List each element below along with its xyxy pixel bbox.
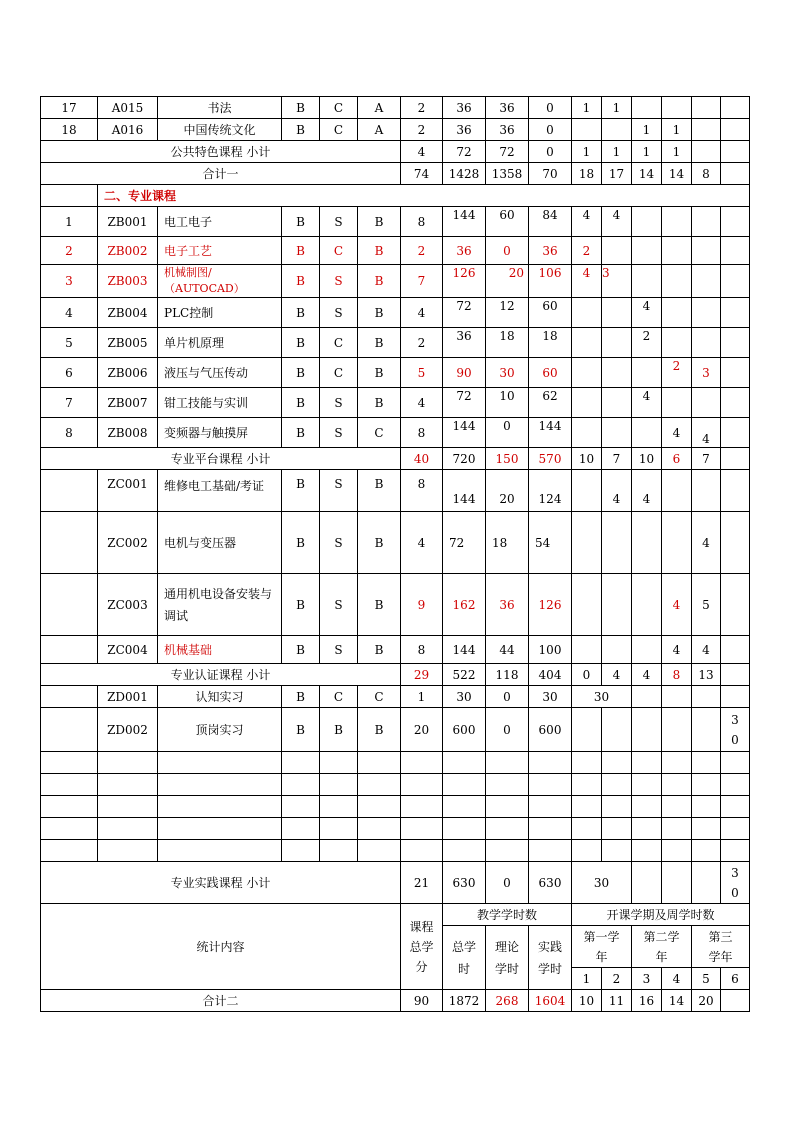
total-hours: 90 [443, 358, 486, 388]
credit: 7 [401, 265, 443, 298]
credit-header: 课程 总学 分 [401, 904, 443, 990]
table-row [41, 237, 750, 265]
course-type: B [282, 237, 320, 265]
table-row [41, 686, 750, 708]
semester-2: 30 [572, 862, 632, 904]
row-number: 17 [41, 97, 98, 119]
table-row [41, 708, 750, 752]
table-row [41, 418, 750, 448]
total-row [41, 990, 750, 1012]
semester-5: 4 [692, 512, 721, 574]
practice-hours: 60 [529, 298, 572, 328]
course-nature: C [320, 97, 358, 119]
course-name: 液压与气压传动 [158, 358, 282, 388]
course-type: B [282, 636, 320, 664]
year-1-header: 第一学 年 [572, 926, 632, 968]
semester-5: 3 [692, 358, 721, 388]
semester-2: 4 [602, 470, 632, 512]
course-nature: S [320, 418, 358, 448]
practice-hours: 126 [529, 574, 572, 636]
semester-2: 3 [602, 265, 632, 298]
table-row [41, 119, 750, 141]
course-category: B [358, 265, 401, 298]
theory-hours: 60 [486, 207, 529, 237]
course-code: ZC003 [98, 574, 158, 636]
semester-6 [721, 990, 750, 1012]
semester-number: 3 [632, 968, 662, 990]
credit: 1 [401, 686, 443, 708]
course-nature: C [320, 686, 358, 708]
course-type: B [282, 470, 320, 512]
credit: 8 [401, 207, 443, 237]
total-hours: 36 [443, 97, 486, 119]
total-label: 合计二 [41, 990, 401, 1012]
practice-hours: 100 [529, 636, 572, 664]
theory-hours: 18 [486, 512, 529, 574]
course-name: 顶岗实习 [158, 708, 282, 752]
practice-hours: 1604 [529, 990, 572, 1012]
credit: 8 [401, 470, 443, 512]
table-row [41, 207, 750, 237]
practice-hours: 144 [529, 418, 572, 448]
semester-number: 4 [662, 968, 692, 990]
subtotal-label: 公共特色课程 小计 [41, 141, 401, 163]
practice-hours: 404 [529, 664, 572, 686]
semester-1: 2 [572, 237, 602, 265]
semester-2: 4 [602, 664, 632, 686]
semester-5: 4 [692, 636, 721, 664]
course-code: ZB005 [98, 328, 158, 358]
year-2-header: 第二学 年 [632, 926, 692, 968]
course-type: B [282, 388, 320, 418]
semester-5: 5 [692, 574, 721, 636]
course-type: B [282, 97, 320, 119]
semester-2: 30 [572, 686, 632, 708]
practice-hours: 0 [529, 141, 572, 163]
course-name: 中国传统文化 [158, 119, 282, 141]
credit: 74 [401, 163, 443, 185]
theory-hours: 72 [486, 141, 529, 163]
course-code: ZB003 [98, 265, 158, 298]
course-category: B [358, 358, 401, 388]
semester-1: 4 [572, 207, 602, 237]
total-hours: 126 [443, 265, 486, 298]
course-nature: C [320, 237, 358, 265]
practice-hours: 18 [529, 328, 572, 358]
theory-hours: 268 [486, 990, 529, 1012]
table-row [41, 328, 750, 358]
credit: 2 [401, 97, 443, 119]
total-hours: 630 [443, 862, 486, 904]
course-type: B [282, 207, 320, 237]
semester-4: 4 [662, 418, 692, 448]
total-hours: 144 [443, 418, 486, 448]
subtotal-row [41, 141, 750, 163]
total-hours: 522 [443, 664, 486, 686]
semester-3 [632, 97, 662, 119]
table-row [41, 470, 750, 512]
theory-hours: 36 [486, 574, 529, 636]
semester-5: 20 [692, 990, 721, 1012]
semester-3: 2 [632, 328, 662, 358]
semester-5: 8 [692, 163, 721, 185]
course-code: ZD002 [98, 708, 158, 752]
course-type: B [282, 686, 320, 708]
semester-4: 1 [662, 119, 692, 141]
theory-hours: 0 [486, 418, 529, 448]
credit: 2 [401, 328, 443, 358]
practice-hours: 600 [529, 708, 572, 752]
subtotal-label: 专业认证课程 小计 [41, 664, 401, 686]
semester-1: 10 [572, 990, 602, 1012]
semester-2: 1 [602, 141, 632, 163]
semester-2 [602, 119, 632, 141]
practice-hours: 124 [529, 470, 572, 512]
course-nature: S [320, 470, 358, 512]
credit: 29 [401, 664, 443, 686]
course-name: 书法 [158, 97, 282, 119]
course-category: B [358, 388, 401, 418]
course-nature: S [320, 636, 358, 664]
course-name: 电机与变压器 [158, 512, 282, 574]
total-hours: 72 [443, 388, 486, 418]
semester-6 [721, 97, 750, 119]
row-number: 7 [41, 388, 98, 418]
course-name: 钳工技能与实训 [158, 388, 282, 418]
course-code: ZB004 [98, 298, 158, 328]
theory-hours: 0 [486, 237, 529, 265]
total-hours: 144 [443, 207, 486, 237]
semester-3: 10 [632, 448, 662, 470]
course-category: B [358, 237, 401, 265]
course-name: PLC控制 [158, 298, 282, 328]
practice-hours: 36 [529, 237, 572, 265]
total-hours: 144 [443, 636, 486, 664]
course-name: 变频器与触摸屏 [158, 418, 282, 448]
course-category: C [358, 418, 401, 448]
course-code: A015 [98, 97, 158, 119]
semester-3: 1 [632, 119, 662, 141]
table-row [41, 512, 750, 574]
row-number: 2 [41, 237, 98, 265]
course-nature: C [320, 358, 358, 388]
semester-6: 3 0 [721, 862, 750, 904]
semester-4: 14 [662, 990, 692, 1012]
course-nature: S [320, 574, 358, 636]
theory-hours: 0 [486, 708, 529, 752]
credit: 8 [401, 418, 443, 448]
course-nature: C [320, 119, 358, 141]
practice-hours: 84 [529, 207, 572, 237]
row-number: 18 [41, 119, 98, 141]
course-plan-table [40, 96, 750, 1012]
course-code: ZB001 [98, 207, 158, 237]
subtotal-row [41, 664, 750, 686]
theory-hours: 18 [486, 328, 529, 358]
semester-3: 4 [632, 298, 662, 328]
theory-hours: 36 [486, 97, 529, 119]
course-category: B [358, 574, 401, 636]
table-row [41, 358, 750, 388]
semester-6 [721, 119, 750, 141]
theory-hours: 30 [486, 358, 529, 388]
credit: 2 [401, 119, 443, 141]
theory-hours: 20 [486, 470, 529, 512]
total-hours: 144 [443, 470, 486, 512]
course-type: B [282, 708, 320, 752]
course-code: ZD001 [98, 686, 158, 708]
course-nature: S [320, 265, 358, 298]
course-nature: S [320, 388, 358, 418]
total-hours: 36 [443, 237, 486, 265]
course-code: ZB007 [98, 388, 158, 418]
blank-row [41, 840, 750, 862]
semester-1 [572, 119, 602, 141]
semester-2: 4 [602, 207, 632, 237]
semester-6 [721, 163, 750, 185]
course-name: 机械制图/（AUTOCAD） [158, 265, 282, 298]
total-hours-header: 总学 时 [443, 926, 486, 990]
practice-hours: 106 [529, 265, 572, 298]
semester-5: 4 [692, 418, 721, 448]
course-category: B [358, 328, 401, 358]
total-hours: 1872 [443, 990, 486, 1012]
practice-hours: 62 [529, 388, 572, 418]
course-nature: S [320, 207, 358, 237]
credit: 21 [401, 862, 443, 904]
credit: 4 [401, 512, 443, 574]
course-name: 电工电子 [158, 207, 282, 237]
semester-3: 4 [632, 470, 662, 512]
teaching-hours-header: 教学学时数 [443, 904, 572, 926]
semester-1: 4 [572, 265, 602, 298]
row-number: 8 [41, 418, 98, 448]
semester-3: 14 [632, 163, 662, 185]
practice-hours: 30 [529, 686, 572, 708]
practice-hours-header: 实践 学时 [529, 926, 572, 990]
course-nature: B [320, 708, 358, 752]
semester-4: 2 [662, 358, 692, 388]
total-row [41, 163, 750, 185]
semester-3: 4 [632, 388, 662, 418]
stat-header-row [41, 904, 750, 926]
semester-number: 5 [692, 968, 721, 990]
semester-number: 6 [721, 968, 750, 990]
course-category: B [358, 207, 401, 237]
course-type: B [282, 512, 320, 574]
stat-label: 统计内容 [41, 904, 401, 990]
subtotal-row [41, 448, 750, 470]
semester-5: 13 [692, 664, 721, 686]
course-name: 维修电工基础/考证 [158, 470, 282, 512]
theory-hours: 0 [486, 862, 529, 904]
semester-2: 1 [602, 97, 632, 119]
semester-5 [692, 119, 721, 141]
semester-number: 2 [602, 968, 632, 990]
semester-4: 6 [662, 448, 692, 470]
semester-3: 16 [632, 990, 662, 1012]
semester-3: 1 [632, 141, 662, 163]
total-hours: 600 [443, 708, 486, 752]
course-category: B [358, 708, 401, 752]
subtotal-row [41, 862, 750, 904]
credit: 2 [401, 237, 443, 265]
course-type: B [282, 265, 320, 298]
course-code: ZC001 [98, 470, 158, 512]
semester-6 [721, 141, 750, 163]
course-category: B [358, 636, 401, 664]
subtotal-label: 专业实践课程 小计 [41, 862, 401, 904]
semester-2: 11 [602, 990, 632, 1012]
course-name: 单片机原理 [158, 328, 282, 358]
practice-hours: 54 [529, 512, 572, 574]
practice-hours: 70 [529, 163, 572, 185]
theory-hours: 150 [486, 448, 529, 470]
practice-hours: 60 [529, 358, 572, 388]
semester-number: 1 [572, 968, 602, 990]
course-name: 机械基础 [158, 636, 282, 664]
course-nature: S [320, 298, 358, 328]
practice-hours: 630 [529, 862, 572, 904]
total-hours: 36 [443, 119, 486, 141]
course-name-line1: 通用机电设备安装与 [164, 586, 273, 601]
practice-hours: 0 [529, 97, 572, 119]
subtotal-label: 专业平台课程 小计 [41, 448, 401, 470]
semester-3: 4 [632, 664, 662, 686]
practice-hours: 570 [529, 448, 572, 470]
theory-hours: 118 [486, 664, 529, 686]
blank-row [41, 774, 750, 796]
course-type: B [282, 574, 320, 636]
table-row [41, 265, 750, 298]
course-code: ZB008 [98, 418, 158, 448]
semester-1: 0 [572, 664, 602, 686]
theory-hours: 44 [486, 636, 529, 664]
semester-1: 10 [572, 448, 602, 470]
semester-4: 14 [662, 163, 692, 185]
semester-header: 开课学期及周学时数 [572, 904, 750, 926]
row-number: 1 [41, 207, 98, 237]
total-hours: 720 [443, 448, 486, 470]
course-nature: S [320, 512, 358, 574]
blank-row [41, 752, 750, 774]
course-category: C [358, 686, 401, 708]
credit: 4 [401, 141, 443, 163]
semester-6: 3 0 [721, 708, 750, 752]
semester-5 [692, 141, 721, 163]
course-name-line2: 调试 [164, 608, 189, 623]
semester-5 [692, 97, 721, 119]
semester-2: 7 [602, 448, 632, 470]
total-hours: 72 [443, 141, 486, 163]
credit: 9 [401, 574, 443, 636]
course-code: A016 [98, 119, 158, 141]
blank-row [41, 818, 750, 840]
course-name: 电子工艺 [158, 237, 282, 265]
total-hours: 30 [443, 686, 486, 708]
course-code: ZB002 [98, 237, 158, 265]
course-category: B [358, 512, 401, 574]
course-code: ZC004 [98, 636, 158, 664]
total-label: 合计一 [41, 163, 401, 185]
course-type: B [282, 418, 320, 448]
practice-hours: 0 [529, 119, 572, 141]
semester-1: 1 [572, 97, 602, 119]
course-type: B [282, 298, 320, 328]
table-row [41, 97, 750, 119]
theory-hours-header: 理论 学时 [486, 926, 529, 990]
semester-4 [662, 97, 692, 119]
total-hours: 36 [443, 328, 486, 358]
course-type: B [282, 328, 320, 358]
credit: 4 [401, 388, 443, 418]
credit: 40 [401, 448, 443, 470]
semester-4: 4 [662, 574, 692, 636]
credit: 5 [401, 358, 443, 388]
credit: 20 [401, 708, 443, 752]
row-number: 4 [41, 298, 98, 328]
table-row [41, 298, 750, 328]
course-code: ZB006 [98, 358, 158, 388]
course-name [158, 574, 282, 636]
course-category: B [358, 470, 401, 512]
course-category: A [358, 97, 401, 119]
row-number: 3 [41, 265, 98, 298]
total-hours: 162 [443, 574, 486, 636]
course-type: B [282, 119, 320, 141]
course-type: B [282, 358, 320, 388]
section-heading: 二、专业课程 [98, 185, 750, 207]
total-hours: 72 [443, 512, 486, 574]
semester-4: 1 [662, 141, 692, 163]
year-3-header: 第三 学年 [692, 926, 750, 968]
row-number: 6 [41, 358, 98, 388]
course-code: ZC002 [98, 512, 158, 574]
course-category: B [358, 298, 401, 328]
blank-row [41, 796, 750, 818]
theory-hours: 1358 [486, 163, 529, 185]
semester-1: 1 [572, 141, 602, 163]
theory-hours: 36 [486, 119, 529, 141]
course-name: 认知实习 [158, 686, 282, 708]
row-number: 5 [41, 328, 98, 358]
credit: 4 [401, 298, 443, 328]
semester-1: 18 [572, 163, 602, 185]
table-row [41, 636, 750, 664]
semester-5: 7 [692, 448, 721, 470]
credit: 8 [401, 636, 443, 664]
theory-hours: 0 [486, 686, 529, 708]
credit: 90 [401, 990, 443, 1012]
table-row [41, 388, 750, 418]
course-category: A [358, 119, 401, 141]
course-nature: C [320, 328, 358, 358]
theory-hours: 20 [486, 265, 529, 298]
semester-2: 17 [602, 163, 632, 185]
total-hours: 72 [443, 298, 486, 328]
theory-hours: 10 [486, 388, 529, 418]
theory-hours: 12 [486, 298, 529, 328]
semester-4: 8 [662, 664, 692, 686]
section-row [41, 185, 750, 207]
semester-4: 4 [662, 636, 692, 664]
total-hours: 1428 [443, 163, 486, 185]
table-row [41, 574, 750, 636]
